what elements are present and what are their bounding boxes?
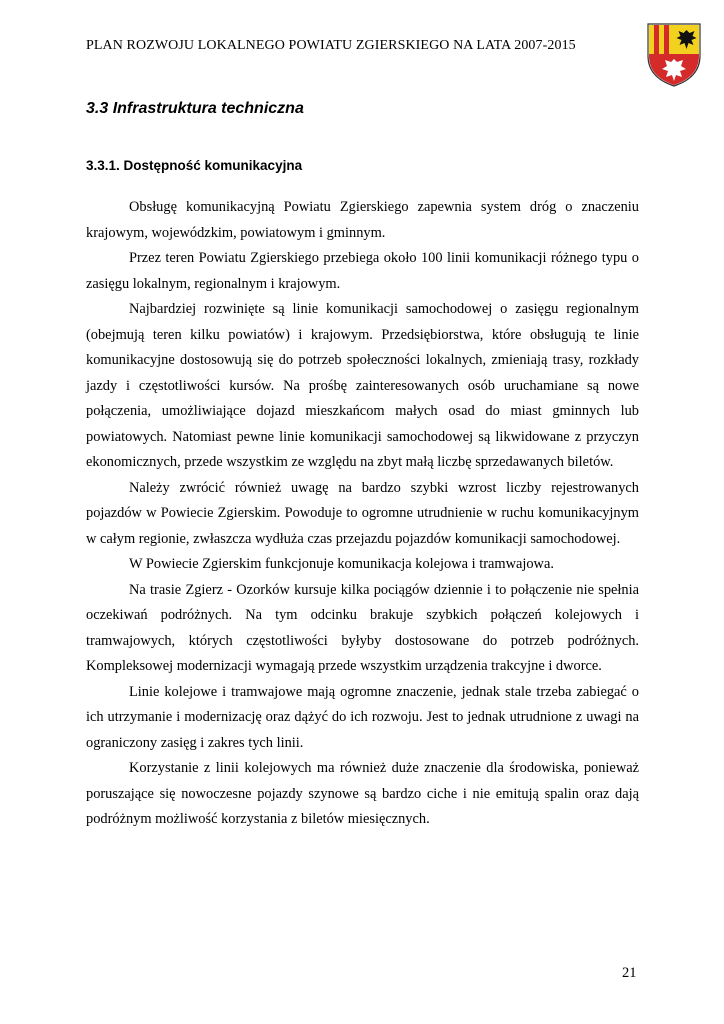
paragraph: Najbardziej rozwinięte są linie komunikacji samochodowej o zasięgu regionalnym (obejmują teren kilku powiatów) i krajowym. Przedsiębiorstwa, które obsługują te linie komunikacyjne dostosowują się do potrzeb społeczności lokalnych, zmieniają trasy, rozkłady jazdy i częstotliwości kursów. Na prośbę zainteresowanych osób uruchamiane są nowe połączenia, umożliwiające dojazd mieszkańcom małych osad do miast gminnych lub powiatowych. Natomiast pewne linie komunikacji samochodowej są likwidowane z przyczyn ekonomicznych, przede wszystkim ze względu na zbyt małą liczbę sprzedawanych biletów. xyxy=(86,301,639,470)
paragraph: Korzystanie z linii kolejowych ma również duże znaczenie dla środowiska, ponieważ poruszające się nowoczesne pojazdy szynowe są bardzo ciche i nie emitują spalin oraz dają podróżnym możliwość korzystania z biletów miesięcznych. xyxy=(86,760,639,827)
paragraph: W Powiecie Zgierskim funkcjonuje komunikacja kolejowa i tramwajowa. xyxy=(129,556,554,572)
paragraph: Należy zwrócić również uwagę na bardzo szybki wzrost liczby rejestrowanych pojazdów w Powiecie Zgierskim. Powoduje to ogromne utrudnienie w ruchu komunikacyjnym w całym regionie, zwłaszcza wydłuża czas przejazdu pojazdów komunikacji samochodowej. xyxy=(86,479,639,547)
paragraph: Linie kolejowe i tramwajowe mają ogromne znaczenie, jednak stale trzeba zabiegać o ich utrzymanie i modernizację oraz dążyć do ich rozwoju. Jest to jednak utrudnione z uwagi na ograniczony zasięg i zakres tych linii. xyxy=(86,683,639,751)
body-text xyxy=(86,195,639,833)
paragraph: Na trasie Zgierz - Ozorków kursuje kilka pociągów dziennie i to połączenie nie spełnia oczekiwań podróżnych. Na tym odcinku brakuje szybkich połączeń kolejowych i tramwajowych, których częstotliwości byłyby dostosowane do potrzeb podróżnych. Kompleksowej modernizacji wymagają przede wszystkim urządzenia trakcyjne i dworce. xyxy=(86,581,639,674)
section-title: 3.3 Infrastruktura techniczna xyxy=(86,100,304,117)
subsection-title: 3.3.1. Dostępność komunikacyjna xyxy=(86,158,303,173)
coat-of-arms-icon xyxy=(646,22,702,88)
page-header: PLAN ROZWOJU LOKALNEGO POWIATU ZGIERSKIEGO NA LATA 2007-2015 xyxy=(86,38,576,53)
paragraph: Obsługę komunikacyjną Powiatu Zgierskiego zapewnia system dróg o znaczeniu krajowym, wojewódzkim, powiatowym i gminnym. xyxy=(86,199,639,241)
paragraph: Przez teren Powiatu Zgierskiego przebiega około 100 linii komunikacji różnego typu o zasięgu lokalnym, regionalnym i krajowym. xyxy=(86,250,639,292)
page-number: 21 xyxy=(622,965,637,981)
